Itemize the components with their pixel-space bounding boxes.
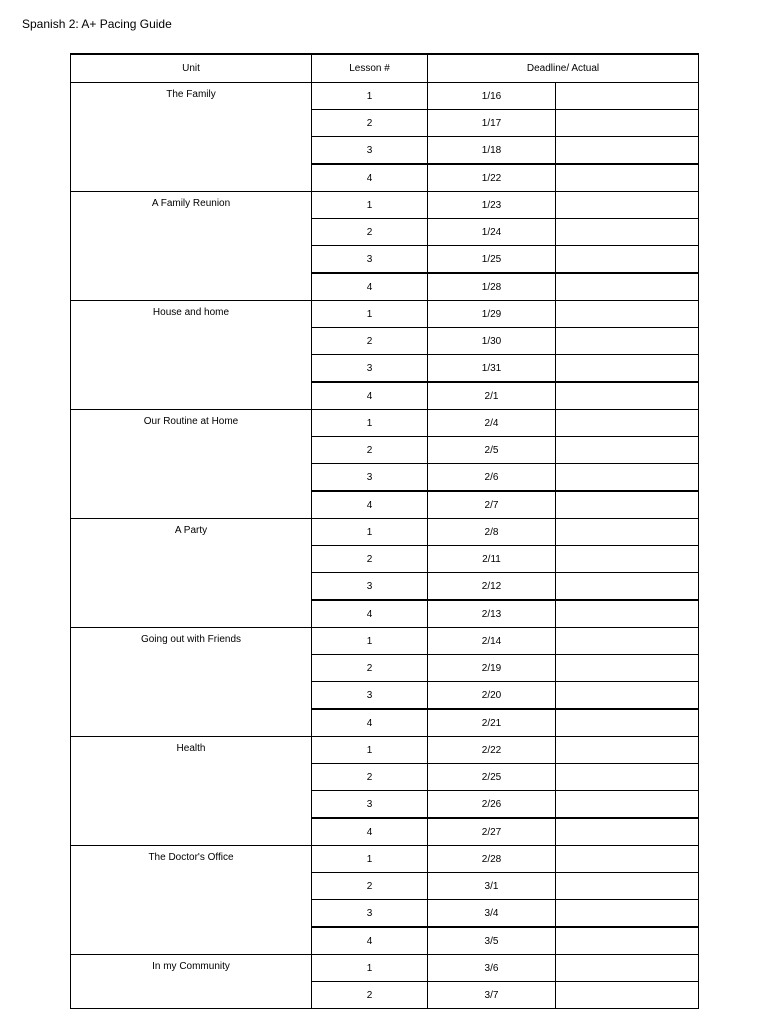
actual-cell [556, 273, 699, 301]
deadline-cell: 2/27 [428, 818, 556, 846]
lesson-number-cell: 1 [312, 955, 428, 982]
deadline-cell: 1/29 [428, 301, 556, 328]
deadline-cell: 2/1 [428, 382, 556, 410]
deadline-cell: 2/11 [428, 546, 556, 573]
lesson-number-cell: 4 [312, 273, 428, 301]
deadline-cell: 1/25 [428, 246, 556, 274]
actual-cell [556, 246, 699, 274]
deadline-cell: 2/20 [428, 682, 556, 710]
lesson-number-cell: 2 [312, 764, 428, 791]
actual-cell [556, 382, 699, 410]
deadline-cell: 1/24 [428, 219, 556, 246]
lesson-number-cell: 3 [312, 573, 428, 601]
actual-cell [556, 301, 699, 328]
deadline-cell: 1/16 [428, 83, 556, 110]
unit-name-cell: The Doctor's Office [71, 846, 312, 955]
header-deadline-actual: Deadline/ Actual [428, 54, 699, 83]
table-body [71, 83, 699, 1009]
lesson-number-cell: 1 [312, 846, 428, 873]
lesson-number-cell: 2 [312, 873, 428, 900]
lesson-number-cell: 2 [312, 655, 428, 682]
actual-cell [556, 628, 699, 655]
actual-cell [556, 164, 699, 192]
unit-name-cell: A Family Reunion [71, 192, 312, 301]
table-row [71, 410, 699, 437]
actual-cell [556, 219, 699, 246]
lesson-number-cell: 1 [312, 192, 428, 219]
actual-cell [556, 137, 699, 165]
deadline-cell: 3/6 [428, 955, 556, 982]
deadline-cell: 2/12 [428, 573, 556, 601]
deadline-cell: 2/4 [428, 410, 556, 437]
actual-cell [556, 682, 699, 710]
actual-cell [556, 818, 699, 846]
actual-cell [556, 846, 699, 873]
actual-cell [556, 192, 699, 219]
actual-cell [556, 927, 699, 955]
deadline-cell: 2/25 [428, 764, 556, 791]
table-row [71, 83, 699, 110]
table-row [71, 737, 699, 764]
unit-name-cell: The Family [71, 83, 312, 192]
lesson-number-cell: 3 [312, 246, 428, 274]
lesson-number-cell: 3 [312, 355, 428, 383]
deadline-cell: 2/22 [428, 737, 556, 764]
pacing-table [70, 53, 699, 1009]
actual-cell [556, 83, 699, 110]
lesson-number-cell: 4 [312, 164, 428, 192]
actual-cell [556, 573, 699, 601]
lesson-number-cell: 4 [312, 818, 428, 846]
lesson-number-cell: 2 [312, 546, 428, 573]
deadline-cell: 2/28 [428, 846, 556, 873]
lesson-number-cell: 2 [312, 110, 428, 137]
unit-name-cell: A Party [71, 519, 312, 628]
actual-cell [556, 709, 699, 737]
deadline-cell: 1/30 [428, 328, 556, 355]
deadline-cell: 3/5 [428, 927, 556, 955]
lesson-number-cell: 1 [312, 519, 428, 546]
lesson-number-cell: 3 [312, 137, 428, 165]
deadline-cell: 1/17 [428, 110, 556, 137]
lesson-number-cell: 4 [312, 491, 428, 519]
table-header-row [71, 54, 699, 83]
actual-cell [556, 982, 699, 1009]
lesson-number-cell: 3 [312, 682, 428, 710]
actual-cell [556, 355, 699, 383]
table-row [71, 519, 699, 546]
deadline-cell: 3/7 [428, 982, 556, 1009]
lesson-number-cell: 2 [312, 328, 428, 355]
lesson-number-cell: 1 [312, 628, 428, 655]
actual-cell [556, 546, 699, 573]
deadline-cell: 2/14 [428, 628, 556, 655]
actual-cell [556, 873, 699, 900]
unit-name-cell: Our Routine at Home [71, 410, 312, 519]
actual-cell [556, 655, 699, 682]
lesson-number-cell: 1 [312, 410, 428, 437]
lesson-number-cell: 2 [312, 982, 428, 1009]
deadline-cell: 2/8 [428, 519, 556, 546]
actual-cell [556, 110, 699, 137]
deadline-cell: 3/4 [428, 900, 556, 928]
deadline-cell: 2/7 [428, 491, 556, 519]
deadline-cell: 3/1 [428, 873, 556, 900]
lesson-number-cell: 2 [312, 437, 428, 464]
deadline-cell: 2/21 [428, 709, 556, 737]
deadline-cell: 2/13 [428, 600, 556, 628]
lesson-number-cell: 1 [312, 737, 428, 764]
deadline-cell: 1/18 [428, 137, 556, 165]
actual-cell [556, 764, 699, 791]
deadline-cell: 1/23 [428, 192, 556, 219]
actual-cell [556, 791, 699, 819]
actual-cell [556, 437, 699, 464]
deadline-cell: 1/31 [428, 355, 556, 383]
actual-cell [556, 491, 699, 519]
actual-cell [556, 737, 699, 764]
lesson-number-cell: 4 [312, 927, 428, 955]
table-row [71, 628, 699, 655]
table-row [71, 955, 699, 982]
actual-cell [556, 900, 699, 928]
lesson-number-cell: 4 [312, 600, 428, 628]
unit-name-cell: Health [71, 737, 312, 846]
lesson-number-cell: 4 [312, 382, 428, 410]
unit-name-cell: House and home [71, 301, 312, 410]
actual-cell [556, 328, 699, 355]
lesson-number-cell: 3 [312, 791, 428, 819]
page-title: Spanish 2: A+ Pacing Guide [22, 17, 172, 31]
unit-name-cell: Going out with Friends [71, 628, 312, 737]
lesson-number-cell: 3 [312, 464, 428, 492]
lesson-number-cell: 1 [312, 301, 428, 328]
table-row [71, 846, 699, 873]
actual-cell [556, 464, 699, 492]
actual-cell [556, 519, 699, 546]
lesson-number-cell: 2 [312, 219, 428, 246]
header-unit: Unit [71, 54, 312, 83]
deadline-cell: 1/22 [428, 164, 556, 192]
deadline-cell: 2/19 [428, 655, 556, 682]
actual-cell [556, 600, 699, 628]
lesson-number-cell: 1 [312, 83, 428, 110]
deadline-cell: 1/28 [428, 273, 556, 301]
deadline-cell: 2/6 [428, 464, 556, 492]
table-row [71, 301, 699, 328]
actual-cell [556, 410, 699, 437]
deadline-cell: 2/5 [428, 437, 556, 464]
lesson-number-cell: 4 [312, 709, 428, 737]
table-row [71, 192, 699, 219]
header-lesson: Lesson # [312, 54, 428, 83]
unit-name-cell: In my Community [71, 955, 312, 1009]
deadline-cell: 2/26 [428, 791, 556, 819]
lesson-number-cell: 3 [312, 900, 428, 928]
actual-cell [556, 955, 699, 982]
